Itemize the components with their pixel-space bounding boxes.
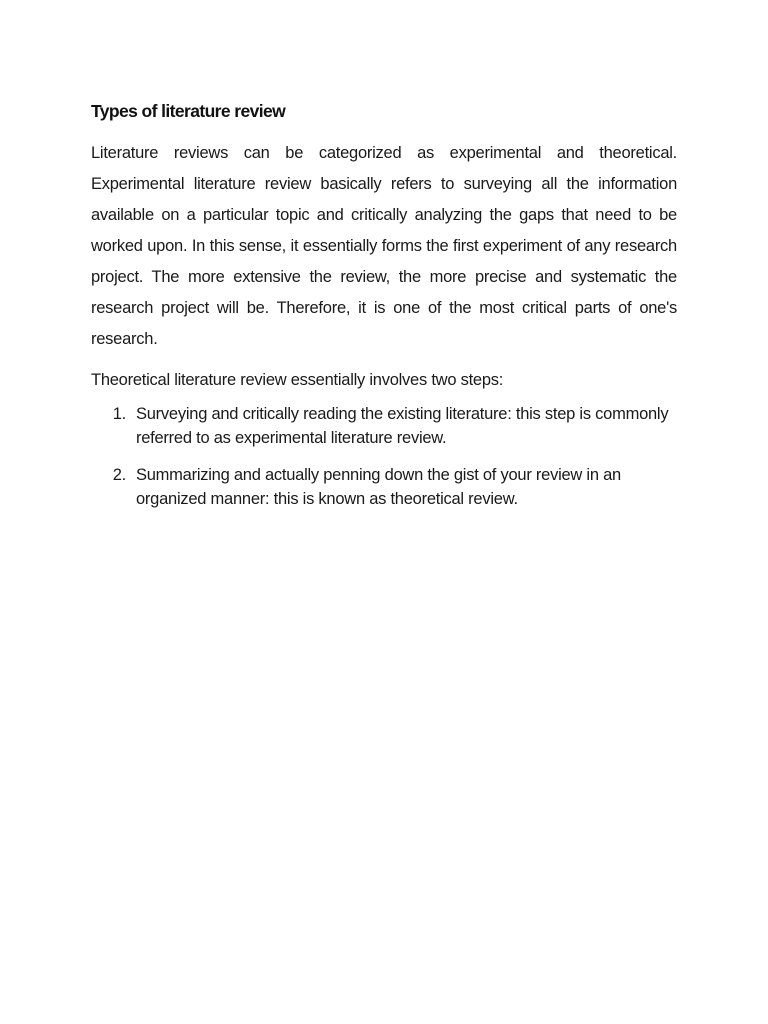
- section-heading: Types of literature review: [91, 101, 286, 121]
- list-item-text: Summarizing and actually penning down the gist of your review in an organized manner: this is known as theoretical review.: [136, 466, 621, 508]
- document-page: [91, 98, 677, 524]
- list-item-number: 1.: [112, 405, 126, 423]
- list-item-text: Surveying and critically reading the existing literature: this step is commonly referred to as experimental literature review.: [136, 405, 669, 447]
- list-item: [91, 463, 677, 511]
- steps-intro-paragraph: Theoretical literature review essentially involves two steps:: [91, 371, 504, 389]
- list-item-number: 2.: [112, 466, 126, 484]
- steps-list: [91, 402, 677, 511]
- list-item: [91, 402, 677, 450]
- body-paragraph: Literature reviews can be categorized as experimental and theoretical. Experimental literature review basically refers to surveying all the information available on a particular topic and critically analyzing the gaps that need to be worked upon. In this sense, it essentially forms the first experiment of any research project. The more extensive the review, the more precise and systematic the research project will be. Therefore, it is one of the most critical parts of one's research.: [91, 144, 677, 348]
